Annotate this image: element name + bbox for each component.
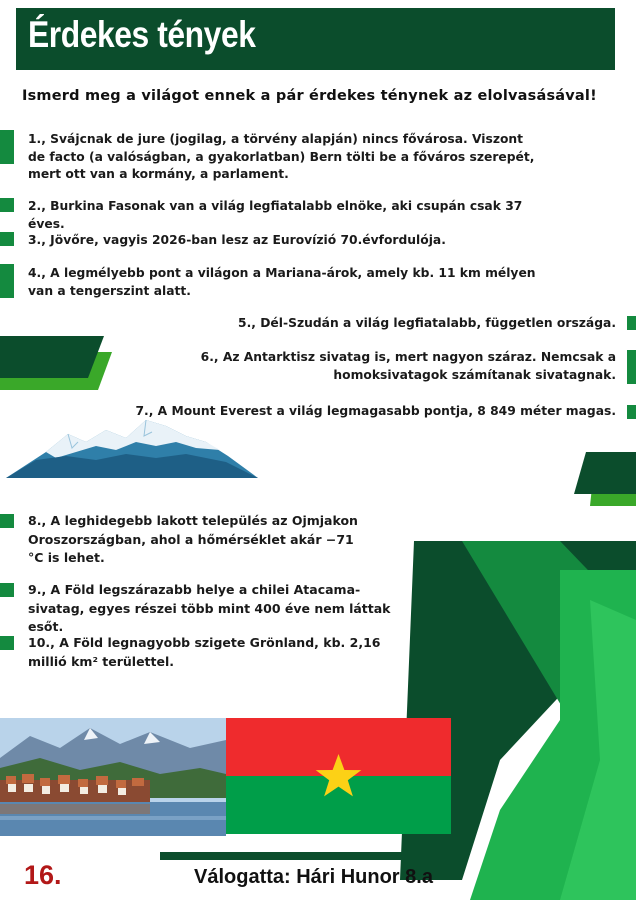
fact-5: 5., Dél-Szudán a világ legfiatalabb, független országa. bbox=[238, 316, 616, 330]
burkina-faso-flag bbox=[226, 718, 451, 834]
fact-3: 3., Jövőre, vagyis 2026-ban lesz az Eurovízió 70.évfordulója. bbox=[28, 233, 446, 247]
fact-7: 7., A Mount Everest a világ legmagasabb pontja, 8 849 méter magas. bbox=[135, 404, 616, 418]
mountain-illustration bbox=[6, 412, 258, 480]
fact-marker-6 bbox=[627, 350, 636, 384]
right-dark-ribbon bbox=[574, 452, 636, 494]
left-dark-ribbon bbox=[0, 336, 104, 378]
credit-line: Válogatta: Hári Hunor 8.a bbox=[194, 866, 433, 888]
fact-8: 8., A leghidegebb lakott település az Ojmjakon Oroszországban, ahol a hőmérséklet akár −71 °C is lehet. bbox=[28, 513, 358, 565]
page-number: 16. bbox=[24, 860, 62, 890]
page-subtitle: Ismerd meg a világot ennek a pár érdekes ténynek az elolvasásával! bbox=[22, 88, 597, 104]
fact-9: 9., A Föld legszárazabb helye a chilei Atacama-sivatag, egyes részei több mint 400 éve nem láttak esőt. bbox=[28, 582, 391, 634]
fact-marker-3 bbox=[0, 232, 14, 246]
fact-1: 1., Svájcnak de jure (jogilag, a törvény alapján) nincs fővárosa. Viszont de facto (a valóságban, a gyakorlatban) Bern tölti be a főváros szerepét, mert ott van a kormány, a parlament. bbox=[28, 132, 535, 181]
footer-dark-bar bbox=[160, 852, 470, 860]
fact-marker-9 bbox=[0, 583, 14, 597]
fact-marker-5 bbox=[627, 316, 636, 330]
fact-10: 10., A Föld legnagyobb szigete Grönland, kb. 2,16 millió km² területtel. bbox=[28, 635, 381, 669]
fact-4: 4., A legmélyebb pont a világon a Mariana-árok, amely kb. 11 km mélyen van a tengerszint alatt. bbox=[28, 266, 536, 298]
fact-marker-1 bbox=[0, 130, 14, 164]
fact-marker-10 bbox=[0, 636, 14, 650]
fact-6: 6., Az Antarktisz sivatag is, mert nagyon száraz. Nemcsak a homoksivatagok számítanak sivatagnak. bbox=[200, 350, 616, 382]
fact-marker-4 bbox=[0, 264, 14, 298]
fact-marker-7 bbox=[627, 405, 636, 419]
fact-marker-2 bbox=[0, 198, 14, 212]
fact-marker-8 bbox=[0, 514, 14, 528]
swiss-village-photo bbox=[0, 718, 226, 836]
page-title: Érdekes tények bbox=[28, 14, 256, 55]
fact-2: 2., Burkina Fasonak van a világ legfiatalabb elnöke, aki csupán csak 37 éves. bbox=[28, 199, 523, 231]
